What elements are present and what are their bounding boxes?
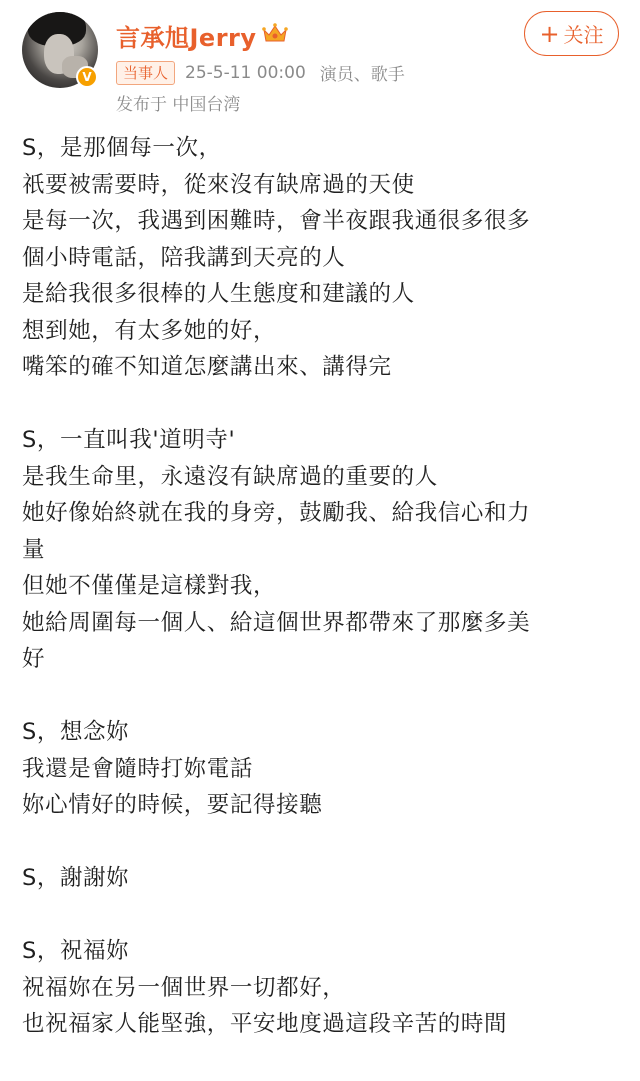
post-meta — [116, 60, 419, 85]
author-occupation: 演员、歌手 — [319, 65, 405, 85]
post-text-line: S，謝謝妳 — [22, 865, 130, 891]
crown-icon — [262, 22, 288, 44]
paragraph-spacer — [22, 824, 622, 861]
post-timestamp: 25-5-11 00:00 — [185, 62, 306, 83]
paragraph-spacer — [22, 386, 622, 423]
author-name[interactable]: 言承旭Jerry — [116, 24, 257, 52]
post-text-line: 祝福妳在另一個世界一切都好， — [22, 974, 346, 1001]
verified-v-icon: V — [76, 66, 98, 88]
post-text-line: 我還是會隨時打妳電話 — [22, 755, 254, 782]
post-text-line: S，是那個每一次， — [22, 135, 222, 161]
post-text-line: 嘴笨的確不知道怎麼講出來、講得完 — [22, 354, 392, 380]
post-text-line: 是每一次，我遇到困難時，會半夜跟我通很多很多 — [22, 208, 531, 234]
post-text-line: 也祝福家人能堅強，平安地度過這段辛苦的時間 — [22, 1011, 508, 1037]
post-text-line: 是我生命里，永遠沒有缺席過的重要的人 — [22, 463, 438, 490]
post-text-line: 但她不僅僅是這樣對我， — [22, 573, 277, 599]
post-text-line: 祇要被需要時，從來沒有缺席過的天使 — [22, 171, 415, 198]
post-location: 发布于 中国台湾 — [116, 95, 241, 115]
paragraph-spacer — [22, 678, 622, 715]
paragraph-spacer — [22, 897, 622, 934]
post-text-line: 好 — [22, 646, 46, 672]
party-tag: 当事人 — [116, 61, 175, 85]
post-text-line: 個小時電話，陪我講到天亮的人 — [22, 244, 346, 271]
follow-label: 关注 — [563, 23, 604, 47]
post-text-line: 想到她，有太多她的好， — [22, 317, 277, 344]
post-text-line: 是給我很多很棒的人生態度和建議的人 — [22, 281, 415, 307]
post-text-line: S，祝福妳 — [22, 938, 130, 964]
post-text-line: 妳心情好的時候，要記得接聽 — [22, 792, 323, 818]
post-body — [22, 130, 622, 1043]
post-text-line: S，想念妳 — [22, 719, 130, 745]
post-text-line: 量 — [22, 536, 46, 563]
plus-icon: + — [539, 19, 560, 48]
post-text-line: 她好像始終就在我的身旁，鼓勵我、給我信心和力 — [22, 500, 531, 526]
post-header — [0, 0, 640, 116]
author-avatar[interactable] — [22, 12, 98, 88]
follow-button[interactable] — [524, 11, 619, 56]
post-text-line: 她給周圍每一個人、給這個世界都帶來了那麼多美 — [22, 609, 531, 636]
post-text-line: S，一直叫我'道明寺' — [22, 427, 236, 453]
